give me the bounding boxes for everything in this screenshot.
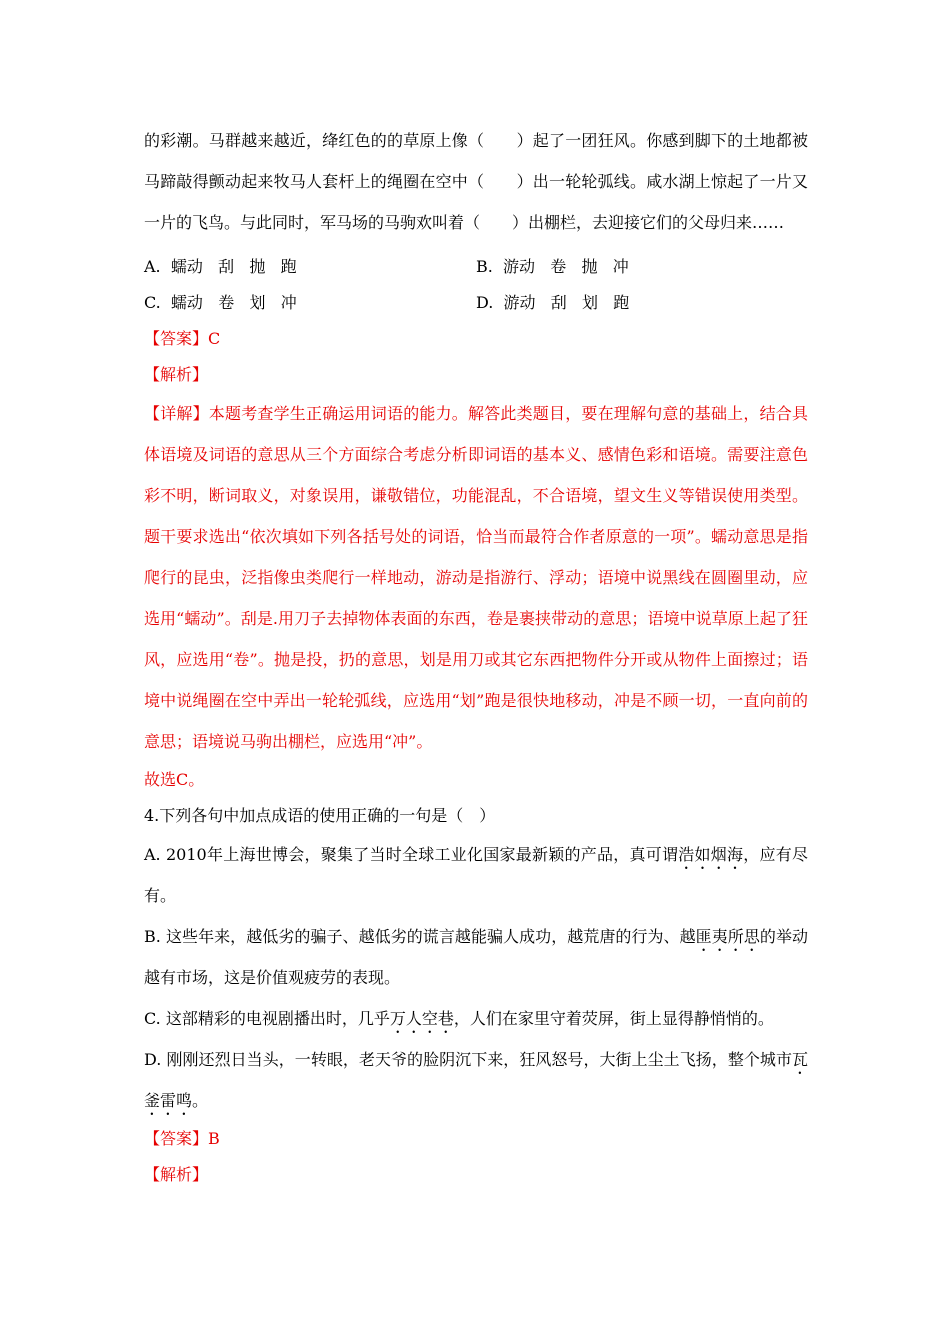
- option-b: B. 游动 卷 抛 冲: [476, 257, 629, 276]
- option-b-idiom: 匪夷所思: [695, 927, 760, 946]
- question-3-passage: 的彩潮。马群越来越近，绛红色的的草原上像（ ）起了一团狂风。你感到脚下的土地都被马蹄敲得颤动起来牧马人套杆上的绳圈在空中（ ）出一轮轮弧线。咸水湖上惊起了一片又一片的飞鸟。与此同时，军马场的马驹欢叫着（ ）出棚栏，去迎接它们的父母归来……: [144, 131, 808, 232]
- option-a-text: A. 2010年上海世博会，聚集了当时全球工业化国家最新颖的产品，真可谓: [144, 845, 679, 864]
- option-d-text: D. 刚刚还烈日当头，一转眼，老天爷的脸阴沉下来，狂风怒号，大街上尘土飞扬，整个城市: [144, 1050, 792, 1069]
- question-4-option-a: [144, 834, 808, 916]
- question-content: [144, 120, 808, 1193]
- question-4-analysis-label: 【解析】: [144, 1165, 209, 1184]
- question-3-detail: 【详解】本题考查学生正确运用词语的能力。解答此类题目，要在理解句意的基础上，结合具体语境及词语的意思从三个方面综合考虑分析即词语的基本义、感情色彩和语境。需要注意色彩不明，断词取义，对象误用，谦敬错位，功能混乱，不合语境，望文生义等错误使用类型。题干要求选出“依次填如下列各括号处的词语，恰当而最符合作者原意的一项”。蠕动意思是指爬行的昆虫，泛指像虫类爬行一样地动，游动是指游行、浮动；语境中说黑线在圆圈里动，应选用“蠕动”。刮是.用刀子去掉物体表面的东西，卷是裹挟带动的意思；语境中说草原上起了狂风，应选用“卷”。抛是投，扔的意思，划是用刀或其它东西把物件分开或从物件上面擦过；语境中说绳圈在空中弄出一轮轮弧线，应选用“划”跑是很快地移动，冲是不顾一切，一直向前的意思；语境说马驹出棚栏，应选用“冲”。: [144, 404, 808, 751]
- option-d-text-end: 。: [192, 1091, 209, 1110]
- option-a: A. 蠕动 刮 抛 跑: [144, 257, 297, 276]
- option-c-text: C. 这部精彩的电视剧播出时，几乎: [144, 1009, 390, 1028]
- answer-value: C: [208, 329, 221, 348]
- question-3-options-row-2: [144, 285, 808, 321]
- option-d-idiom: 瓦釜雷鸣: [144, 1050, 808, 1110]
- question-3-conclusion: 故选C。: [144, 770, 205, 789]
- answer-label: 【答案】: [144, 1129, 209, 1148]
- question-4-option-c: [144, 998, 808, 1039]
- question-3-answer: [144, 321, 808, 357]
- option-b-text-end: 的举动越有市场，这是价值观疲劳的表现。: [144, 927, 808, 987]
- option-a-text-end: ，应有尽有。: [144, 845, 808, 905]
- option-a-idiom: 浩如烟海: [678, 845, 744, 864]
- option-b-text: B. 这些年来，越低劣的骗子、越低劣的谎言越能骗人成功，越荒唐的行为、越: [144, 927, 696, 946]
- option-c-idiom: 万人空巷: [389, 1009, 454, 1028]
- option-d: D. 游动 刮 划 跑: [476, 293, 630, 312]
- question-4-option-d: [144, 1039, 808, 1121]
- answer-value: B: [208, 1129, 220, 1148]
- question-4-stem: 4.下列各句中加点成语的使用正确的一句是（ ）: [144, 806, 496, 825]
- question-4-option-b: [144, 916, 808, 998]
- option-c: C. 蠕动 卷 划 冲: [144, 293, 297, 312]
- question-3-analysis-label: 【解析】: [144, 365, 209, 384]
- question-3-options-row-1: [144, 249, 808, 285]
- option-c-text-end: ，人们在家里守着荧屏，街上显得静悄悄的。: [453, 1009, 774, 1028]
- question-4-answer: [144, 1121, 808, 1157]
- answer-label: 【答案】: [144, 329, 209, 348]
